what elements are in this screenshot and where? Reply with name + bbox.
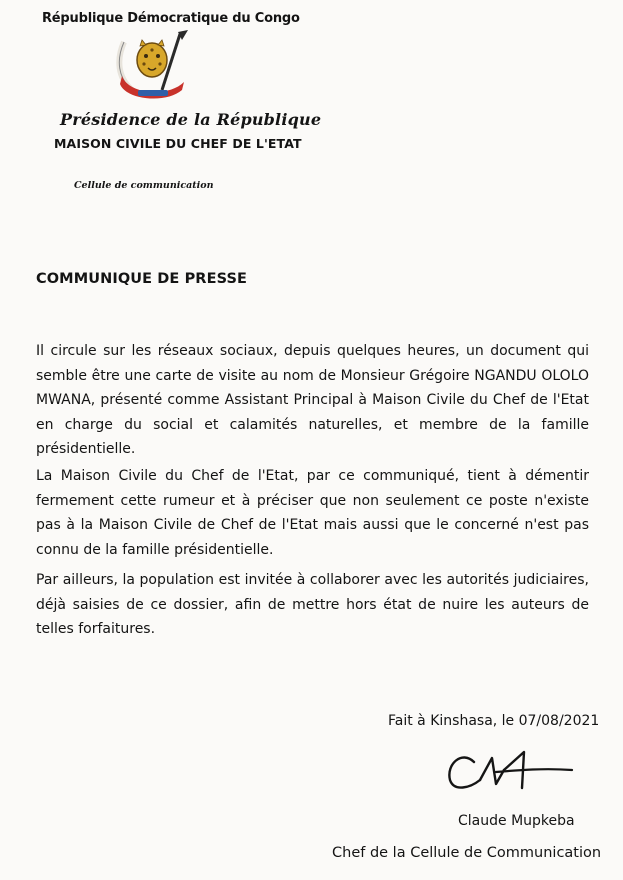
cellule-communication-label: Cellule de communication	[74, 180, 214, 191]
drc-coat-of-arms-icon	[108, 30, 196, 100]
signer-role: Chef de la Cellule de Communication	[332, 845, 602, 861]
document-title: COMMUNIQUE DE PRESSE	[36, 271, 248, 287]
maison-civile-heading: MAISON CIVILE DU CHEF DE L'ETAT	[54, 136, 302, 151]
place-and-date: Fait à Kinshasa, le 07/08/2021	[388, 713, 600, 729]
handwritten-signature-icon	[440, 740, 580, 800]
presidence-heading: Présidence de la République	[60, 110, 322, 129]
body-paragraph-3: Par ailleurs, la population est invitée à collaborer avec les autorités judiciaires, déjà saisies de ce dossier, afin de mettre hors état de nuire les auteurs de telles forfaitures.	[36, 572, 589, 637]
country-name: République Démocratique du Congo	[42, 11, 300, 26]
signer-name: Claude Mupkeba	[458, 813, 575, 829]
body-paragraph-2: La Maison Civile du Chef de l'Etat, par ce communiqué, tient à démentir fermement cette rumeur et à préciser que non seulement ce poste n'existe pas à la Maison Civile de Chef de l'Etat mais aussi que le concerné n'est pas connu de la famille présidentielle.	[36, 468, 589, 558]
body-paragraph-1: Il circule sur les réseaux sociaux, depuis quelques heures, un document qui semble être une carte de visite au nom de Monsieur Grégoire NGANDU OLOLO MWANA, présenté comme Assistant Principal à Maison Civile du Chef de l'Etat en charge du social et calamités naturelles, et membre de la famille présidentielle.	[36, 343, 589, 457]
